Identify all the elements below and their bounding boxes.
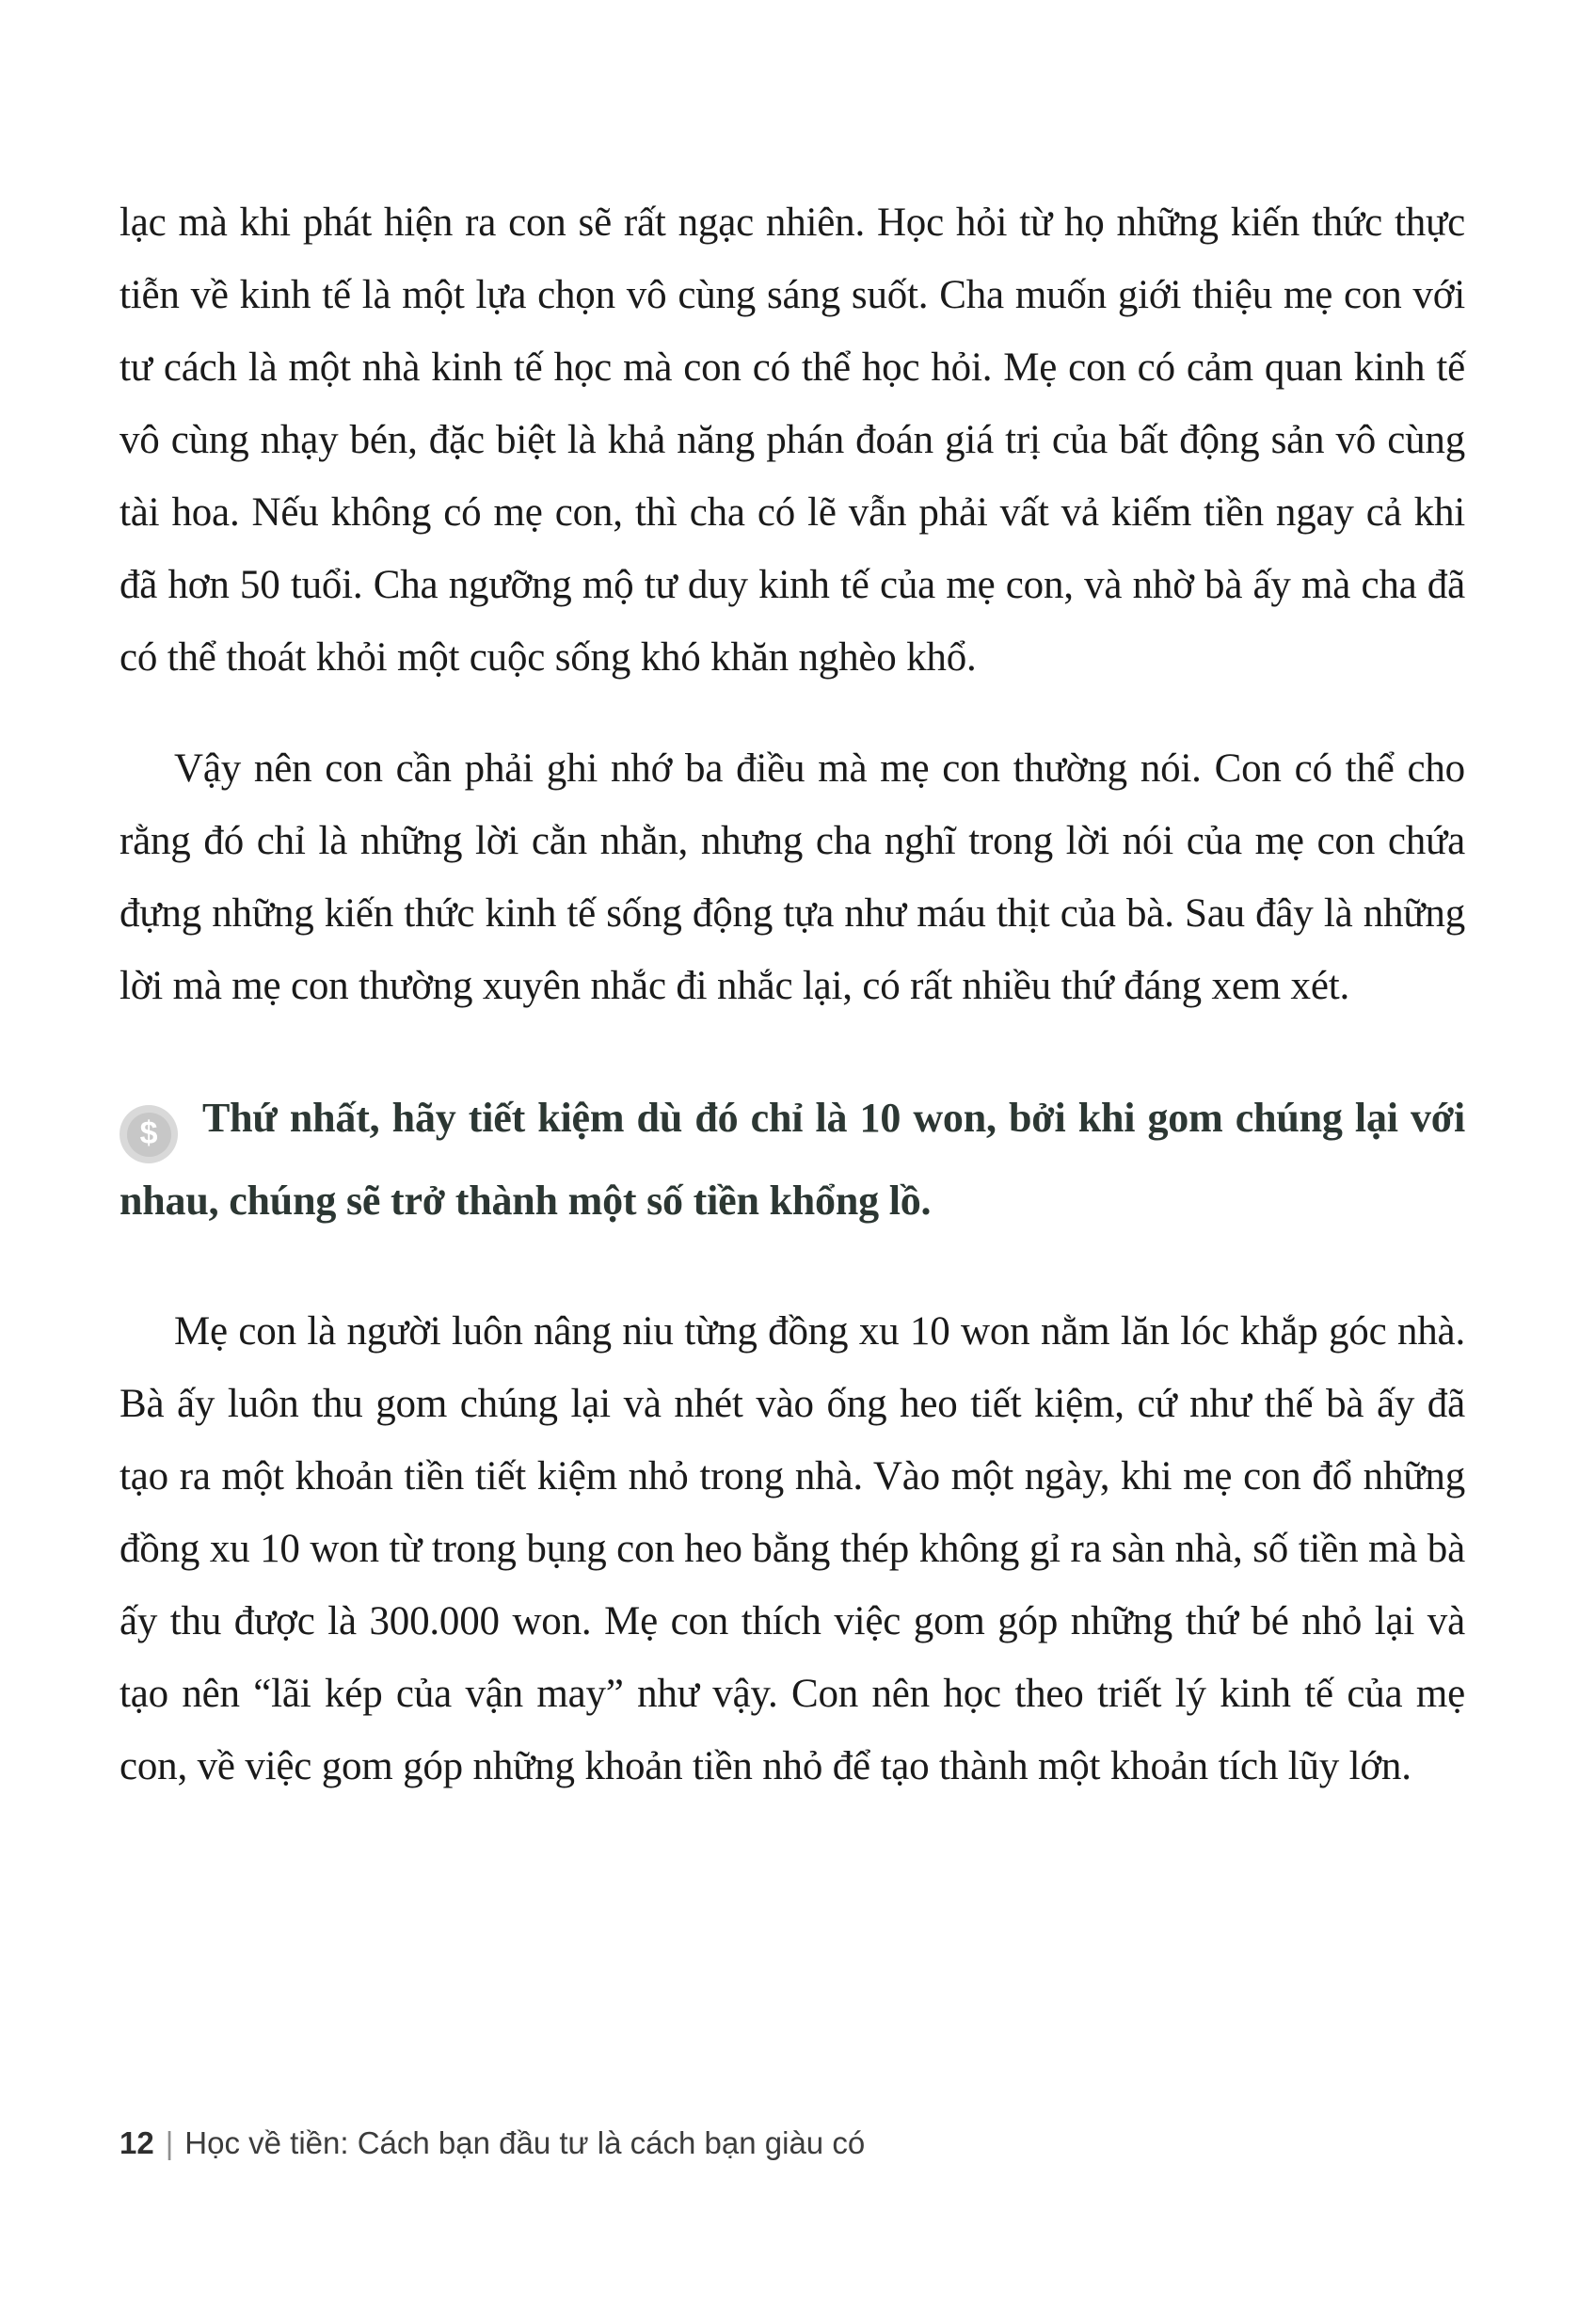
- body-paragraph-3: Mẹ con là người luôn nâng niu từng đồng xu 10 won nằm lăn lóc khắp góc nhà. Bà ấy luôn thu gom chúng lại và nhét vào ống heo tiết kiệm, cứ như thế bà ấy đã tạo ra một khoản tiền tiết kiệm nhỏ trong nhà. Vào một ngày, khi mẹ con đổ những đồng xu 10 won từ trong bụng con heo bằng thép không gỉ ra sàn nhà, số tiền mà bà ấy thu được là 300.000 won. Mẹ con thích việc gom góp những thứ bé nhỏ lại và tạo nên “lãi kép của vận may” như vậy. Con nên học theo triết lý kinh tế của mẹ con, về việc gom góp những khoản tiền nhỏ để tạo thành một khoản tích lũy lớn.: [120, 1309, 1465, 1788]
- dollar-coin-icon: [120, 1105, 178, 1163]
- footer-separator: |: [165, 2125, 174, 2160]
- dollar-coin-inner: [127, 1113, 171, 1157]
- body-paragraph-1: lạc mà khi phát hiện ra con sẽ rất ngạc nhiên. Học hỏi từ họ những kiến thức thực tiễn về kinh tế là một lựa chọn vô cùng sáng suốt. Cha muốn giới thiệu mẹ con với tư cách là một nhà kinh tế học mà con có thể học hỏi. Mẹ con có cảm quan kinh tế vô cùng nhạy bén, đặc biệt là khả năng phán đoán giá trị của bất động sản vô cùng tài hoa. Nếu không có mẹ con, thì cha có lẽ vẫn phải vất vả kiếm tiền ngay cả khi đã hơn 50 tuổi. Cha ngưỡng mộ tư duy kinh tế của mẹ con, và nhờ bà ấy mà cha đã có thể thoát khỏi một cuộc sống khó khăn nghèo khổ.: [120, 200, 1465, 680]
- page-text-block: [120, 186, 1465, 1803]
- footer-book-title: Học về tiền: Cách bạn đầu tư là cách bạn giàu có: [184, 2125, 866, 2160]
- highlight-quote-block: [120, 1081, 1465, 1239]
- dollar-symbol: $: [139, 1115, 158, 1151]
- page-footer: [120, 2125, 865, 2161]
- footer-page-number: 12: [120, 2125, 154, 2160]
- highlight-quote-text: Thứ nhất, hãy tiết kiệm dù đó chỉ là 10 won, bởi khi gom chúng lại với nhau, chúng sẽ trở thành một số tiền khổng lồ.: [120, 1095, 1465, 1224]
- body-paragraph-2: Vậy nên con cần phải ghi nhớ ba điều mà mẹ con thường nói. Con có thể cho rằng đó chỉ là những lời cằn nhằn, nhưng cha nghĩ trong lời nói của mẹ con chứa đựng những kiến thức kinh tế sống động tựa như máu thịt của bà. Sau đây là những lời mà mẹ con thường xuyên nhắc đi nhắc lại, có rất nhiều thứ đáng xem xét.: [120, 746, 1465, 1008]
